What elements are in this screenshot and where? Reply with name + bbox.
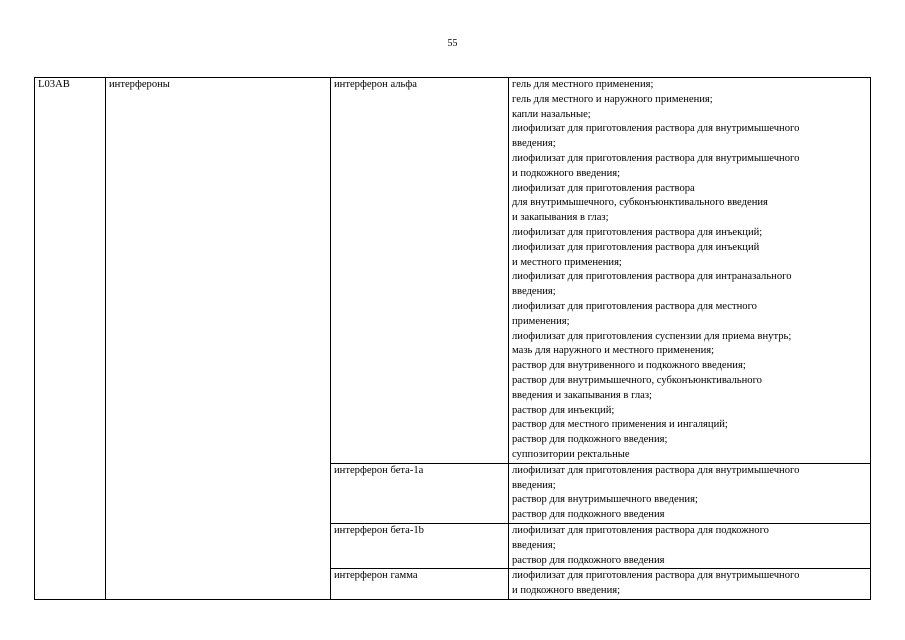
dosage-form-line: и закапывания в глаз; — [512, 212, 609, 224]
dosage-form-line: мазь для наружного и местного применения; — [512, 345, 715, 357]
dosage-forms-cell — [509, 523, 871, 568]
dosage-form-line: лиофилизат для приготовления раствора для внутримышечного — [512, 464, 800, 476]
atc-code: L03AB — [38, 79, 70, 90]
dosage-form-line: введения; — [512, 539, 556, 551]
dosage-form-line: лиофилизат для приготовления раствора для инъекций; — [512, 226, 763, 238]
dosage-forms-cell — [509, 569, 871, 600]
drug-table — [34, 77, 871, 600]
dosage-form-line: раствор для подкожного введения — [512, 509, 665, 521]
dosage-form-line: гель для местного и наружного применения; — [512, 93, 713, 105]
table-row — [35, 78, 871, 464]
dosage-forms-cell — [509, 463, 871, 523]
dosage-form-line: лиофилизат для приготовления раствора — [512, 182, 695, 194]
atc-code-cell — [35, 78, 106, 600]
dosage-form-line: раствор для внутримышечного, субконъюнктивального — [512, 374, 762, 386]
drug-name-cell — [331, 78, 509, 464]
dosage-form-line: введения и закапывания в глаз; — [512, 389, 652, 401]
dosage-form-line: лиофилизат для приготовления раствора для внутримышечного — [512, 152, 800, 164]
drug-name-cell — [331, 523, 509, 568]
dosage-form-line: для внутримышечного, субконъюнктивального введения — [512, 197, 768, 209]
dosage-form-line: введения; — [512, 138, 556, 150]
dosage-form-line: гель для местного применения; — [512, 79, 654, 90]
dosage-form-line: лиофилизат для приготовления раствора для внутримышечного — [512, 123, 800, 135]
drug-name: интерферон альфа — [334, 79, 417, 90]
pharmacological-group-cell — [106, 78, 331, 600]
dosage-form-line: лиофилизат для приготовления суспензии для приема внутрь; — [512, 330, 792, 342]
dosage-form-line: применения; — [512, 315, 570, 327]
drug-name-cell — [331, 463, 509, 523]
dosage-form-line: раствор для внутримышечного введения; — [512, 494, 698, 506]
dosage-forms-cell — [509, 78, 871, 464]
dosage-form-line: лиофилизат для приготовления раствора для местного — [512, 300, 757, 312]
dosage-form-line: лиофилизат для приготовления раствора для инъекций — [512, 241, 760, 253]
drug-name-cell — [331, 569, 509, 600]
page-number: 55 — [447, 38, 458, 49]
drug-name: интерферон бета-1b — [334, 524, 424, 536]
dosage-form-line: лиофилизат для приготовления раствора для внутримышечного — [512, 570, 800, 582]
dosage-form-line: раствор для подкожного введения; — [512, 434, 668, 446]
dosage-form-line: раствор для подкожного введения — [512, 554, 665, 566]
dosage-form-line: введения; — [512, 286, 556, 298]
table-body — [35, 78, 871, 600]
dosage-form-line: лиофилизат для приготовления раствора для интраназального — [512, 271, 792, 283]
dosage-form-line: и подкожного введения; — [512, 585, 621, 597]
dosage-form-line: и подкожного введения; — [512, 167, 621, 179]
dosage-form-line: введения; — [512, 479, 556, 491]
dosage-form-line: раствор для внутривенного и подкожного введения; — [512, 360, 746, 372]
drug-name: интерферон бета-1a — [334, 464, 424, 476]
dosage-form-line: суппозитории ректальные — [512, 448, 630, 460]
pharmacological-group: интерфероны — [109, 79, 170, 90]
dosage-form-line: раствор для инъекций; — [512, 404, 615, 416]
drug-name: интерферон гамма — [334, 570, 418, 582]
dosage-form-line: раствор для местного применения и ингаляций; — [512, 419, 728, 431]
dosage-form-line: лиофилизат для приготовления раствора для подкожного — [512, 524, 769, 536]
dosage-form-line: капли назальные; — [512, 108, 591, 120]
dosage-form-line: и местного применения; — [512, 256, 622, 268]
